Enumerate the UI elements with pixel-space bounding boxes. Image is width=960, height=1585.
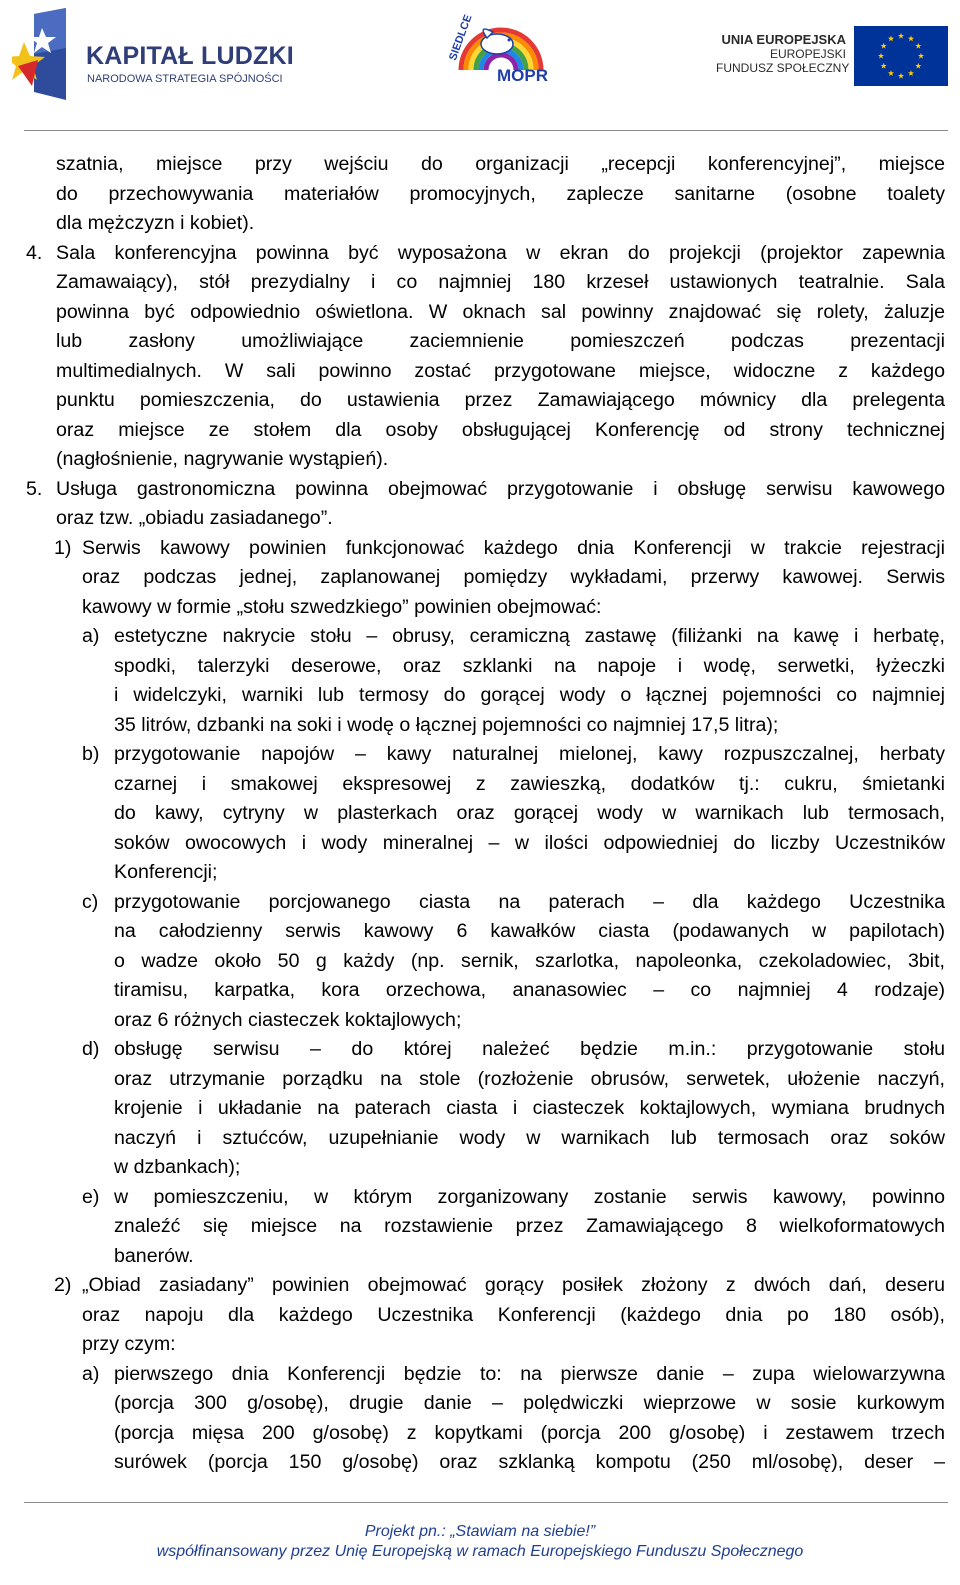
text-line: o wadze około 50 g każdy (np. sernik, szarlotka, napoleonka, czekoladowiec, 3bit, <box>114 949 945 972</box>
text-line: oraz tzw. „obiadu zasiadanego”. <box>56 507 333 529</box>
eu-line-2: EUROPEJSKI <box>769 47 846 61</box>
text-line: na całodzienny serwis kawowy 6 kawałków ciasta (podawanych w papilotach) <box>114 920 945 942</box>
kapital-ludzki-emblem-icon <box>12 8 78 100</box>
list-number: 4. <box>26 241 43 264</box>
footer-project-name: Projekt pn.: „Stawiam na siebie!” <box>364 1523 596 1540</box>
text-line: krojenie i układanie na paterach ciasta i ciasteczek koktajlowych, wymiana brudnych <box>114 1097 945 1119</box>
eu-logo-text <box>716 32 850 75</box>
mopr-siedlce-label: SIEDLCE <box>447 13 475 63</box>
kapital-ludzki-subtitle: NARODOWA STRATEGIA SPÓJNOŚCI <box>87 73 283 85</box>
mopr-logo <box>447 13 549 88</box>
text-line: lub zasłony umożliwiające zaciemnienie pomieszczeń podczas prezentacji <box>56 330 945 352</box>
text-line: oraz podczas jednej, zaplanowanej pomiędzy wykładami, przerwy kawowej. Serwis <box>82 566 945 588</box>
text-line: do przechowywania materiałów promocyjnych, zaplecze sanitarne (osobne toalety <box>56 182 945 205</box>
text-line: estetyczne nakrycie stołu – obrusy, ceramiczną zastawę (filiżanki na kawę i herbatę, <box>114 625 945 647</box>
kapital-ludzki-logo <box>12 8 294 100</box>
text-line: tiramisu, karpatka, kora orzechowa, ananasowiec – co najmniej 4 rodzaje) <box>114 979 945 1001</box>
page-footer <box>0 1522 960 1562</box>
text-line: w dzbankach); <box>114 1156 241 1178</box>
eu-line-3: FUNDUSZ SPOŁECZNY <box>716 61 850 75</box>
text-line: naczyń i sztućców, uzupełnianie wody w warnikach lub termosach oraz soków <box>114 1126 945 1149</box>
list-letter: d) <box>82 1038 100 1060</box>
text-line: Sala konferencyjna powinna być wyposażona w ekran do projekcji (projektor zapewnia <box>56 241 945 264</box>
footer-cofinancing-note: współfinansowany przez Unię Europejską w ramach Europejskiego Funduszu Społecznego <box>156 1543 804 1560</box>
text-line: przygotowanie porcjowanego ciasta na paterach – dla każdego Uczestnika <box>114 890 945 913</box>
text-line: oraz napoju dla każdego Uczestnika Konferencji (każdego dnia po 180 osób), <box>82 1303 945 1326</box>
text-line: Zamawaiący), stół prezydialny i co najmniej 180 krzeseł ustawionych teatralnie. Sala <box>56 271 945 293</box>
text-line: punktu pomieszczenia, do ustawienia przez Zamawiającego mównicy dla prelegenta <box>56 389 945 411</box>
text-line: Usługa gastronomiczna powinna obejmować przygotowanie i obsługę serwisu kawowego <box>56 477 945 500</box>
page-header <box>0 0 960 110</box>
text-line: i widelczyki, warniki lub termosy do gorącej wody o łącznej pojemności co najmniej <box>114 684 945 706</box>
text-line: czarnej i smakowej ekspresowej z zawieszką, dodatków tj.: cukru, śmietanki <box>114 772 945 795</box>
list-letter: a) <box>82 625 100 647</box>
text-line: szatnia, miejsce przy wejściu do organizacji „recepcji konferencyjnej”, miejsce <box>56 153 945 175</box>
eu-flag-icon <box>854 26 948 86</box>
text-line: Serwis kawowy powinien funkcjonować każdego dnia Konferencji w trakcie rejestracji <box>82 536 945 559</box>
text-line: przy czym: <box>82 1333 176 1355</box>
text-line: (porcja mięsa 200 g/osobę) z kopytkami (porcja 200 g/osobę) i zestawem trzech <box>114 1421 945 1444</box>
text-line: pierwszego dnia Konferencji będzie to: na pierwsze danie – zupa wielowarzywna <box>114 1362 945 1385</box>
text-line: oraz 6 różnych ciasteczek koktajlowych; <box>114 1008 462 1031</box>
text-line: dla mężczyzn i kobiet). <box>56 212 255 234</box>
text-line: Konferencji; <box>114 861 218 883</box>
text-line: kawowy w formie „stołu szwedzkiego” powinien obejmować: <box>82 595 602 618</box>
text-line: w pomieszczeniu, w którym zorganizowany zostanie serwis kawowy, powinno <box>114 1185 945 1208</box>
list-letter: e) <box>82 1185 100 1208</box>
text-line: oraz utrzymanie porządku na stole (rozłożenie obrusów, serwetek, ułożenie naczyń, <box>114 1067 945 1090</box>
footer-divider <box>24 1502 948 1503</box>
eu-line-1: UNIA EUROPEJSKA <box>721 32 846 47</box>
text-line: 35 litrów, dzbanki na soki i wodę o łącznej pojemności co najmniej 17,5 litra); <box>114 713 779 736</box>
text-line: soków owocowych i wody mineralnej – w ilości odpowiedniej do liczby Uczestników <box>114 831 945 854</box>
list-letter: a) <box>82 1362 100 1385</box>
eu-logo <box>716 26 950 86</box>
text-line: powinna być odpowiednio oświetlona. W oknach sal powinny znajdować się rolety, żaluzje <box>56 300 945 323</box>
header-divider <box>24 130 948 131</box>
text-line: surówek (porcja 150 g/osobę) oraz szklanką kompotu (250 ml/osobę), deser – <box>114 1451 945 1473</box>
text-line: przygotowanie napojów – kawy naturalnej mielonej, kawy rozpuszczalnej, herbaty <box>114 743 945 765</box>
list-number: 2) <box>54 1274 72 1296</box>
list-letter: c) <box>82 890 99 913</box>
text-line: obsługę serwisu – do której należeć będzie m.in.: przygotowanie stołu <box>114 1038 945 1060</box>
text-line: oraz miejsce ze stołem dla osoby obsługującej Konferencję od strony technicznej <box>56 418 945 441</box>
kapital-ludzki-title: KAPITAŁ LUDZKI <box>86 42 294 70</box>
list-letter: b) <box>82 743 100 765</box>
list-number: 1) <box>54 536 72 559</box>
text-line: banerów. <box>114 1244 194 1267</box>
text-line: do kawy, cytryny w plasterkach oraz gorącej wody w warnikach lub termosach, <box>114 802 945 824</box>
text-line: znaleźć się miejsce na rozstawienie przez Zamawiającego 8 wielkoformatowych <box>114 1215 945 1237</box>
mopr-label: MOPR <box>497 66 548 85</box>
text-line: (porcja 300 g/osobę), drugie danie – polędwiczki wieprzowe w sosie kurkowym <box>114 1392 945 1414</box>
text-line: „Obiad zasiadany” powinien obejmować gorący posiłek złożony z dwóch dań, deseru <box>82 1274 945 1296</box>
text-line: spodki, talerzyki deserowe, oraz szklanki na napoje i wodę, serwetki, łyżeczki <box>114 654 945 677</box>
text-line: (nagłośnienie, nagrywanie wystąpień). <box>56 448 389 470</box>
text-line: multimedialnych. W sali powinno zostać przygotowane miejsce, widoczne z każdego <box>56 359 945 382</box>
list-number: 5. <box>26 477 43 500</box>
